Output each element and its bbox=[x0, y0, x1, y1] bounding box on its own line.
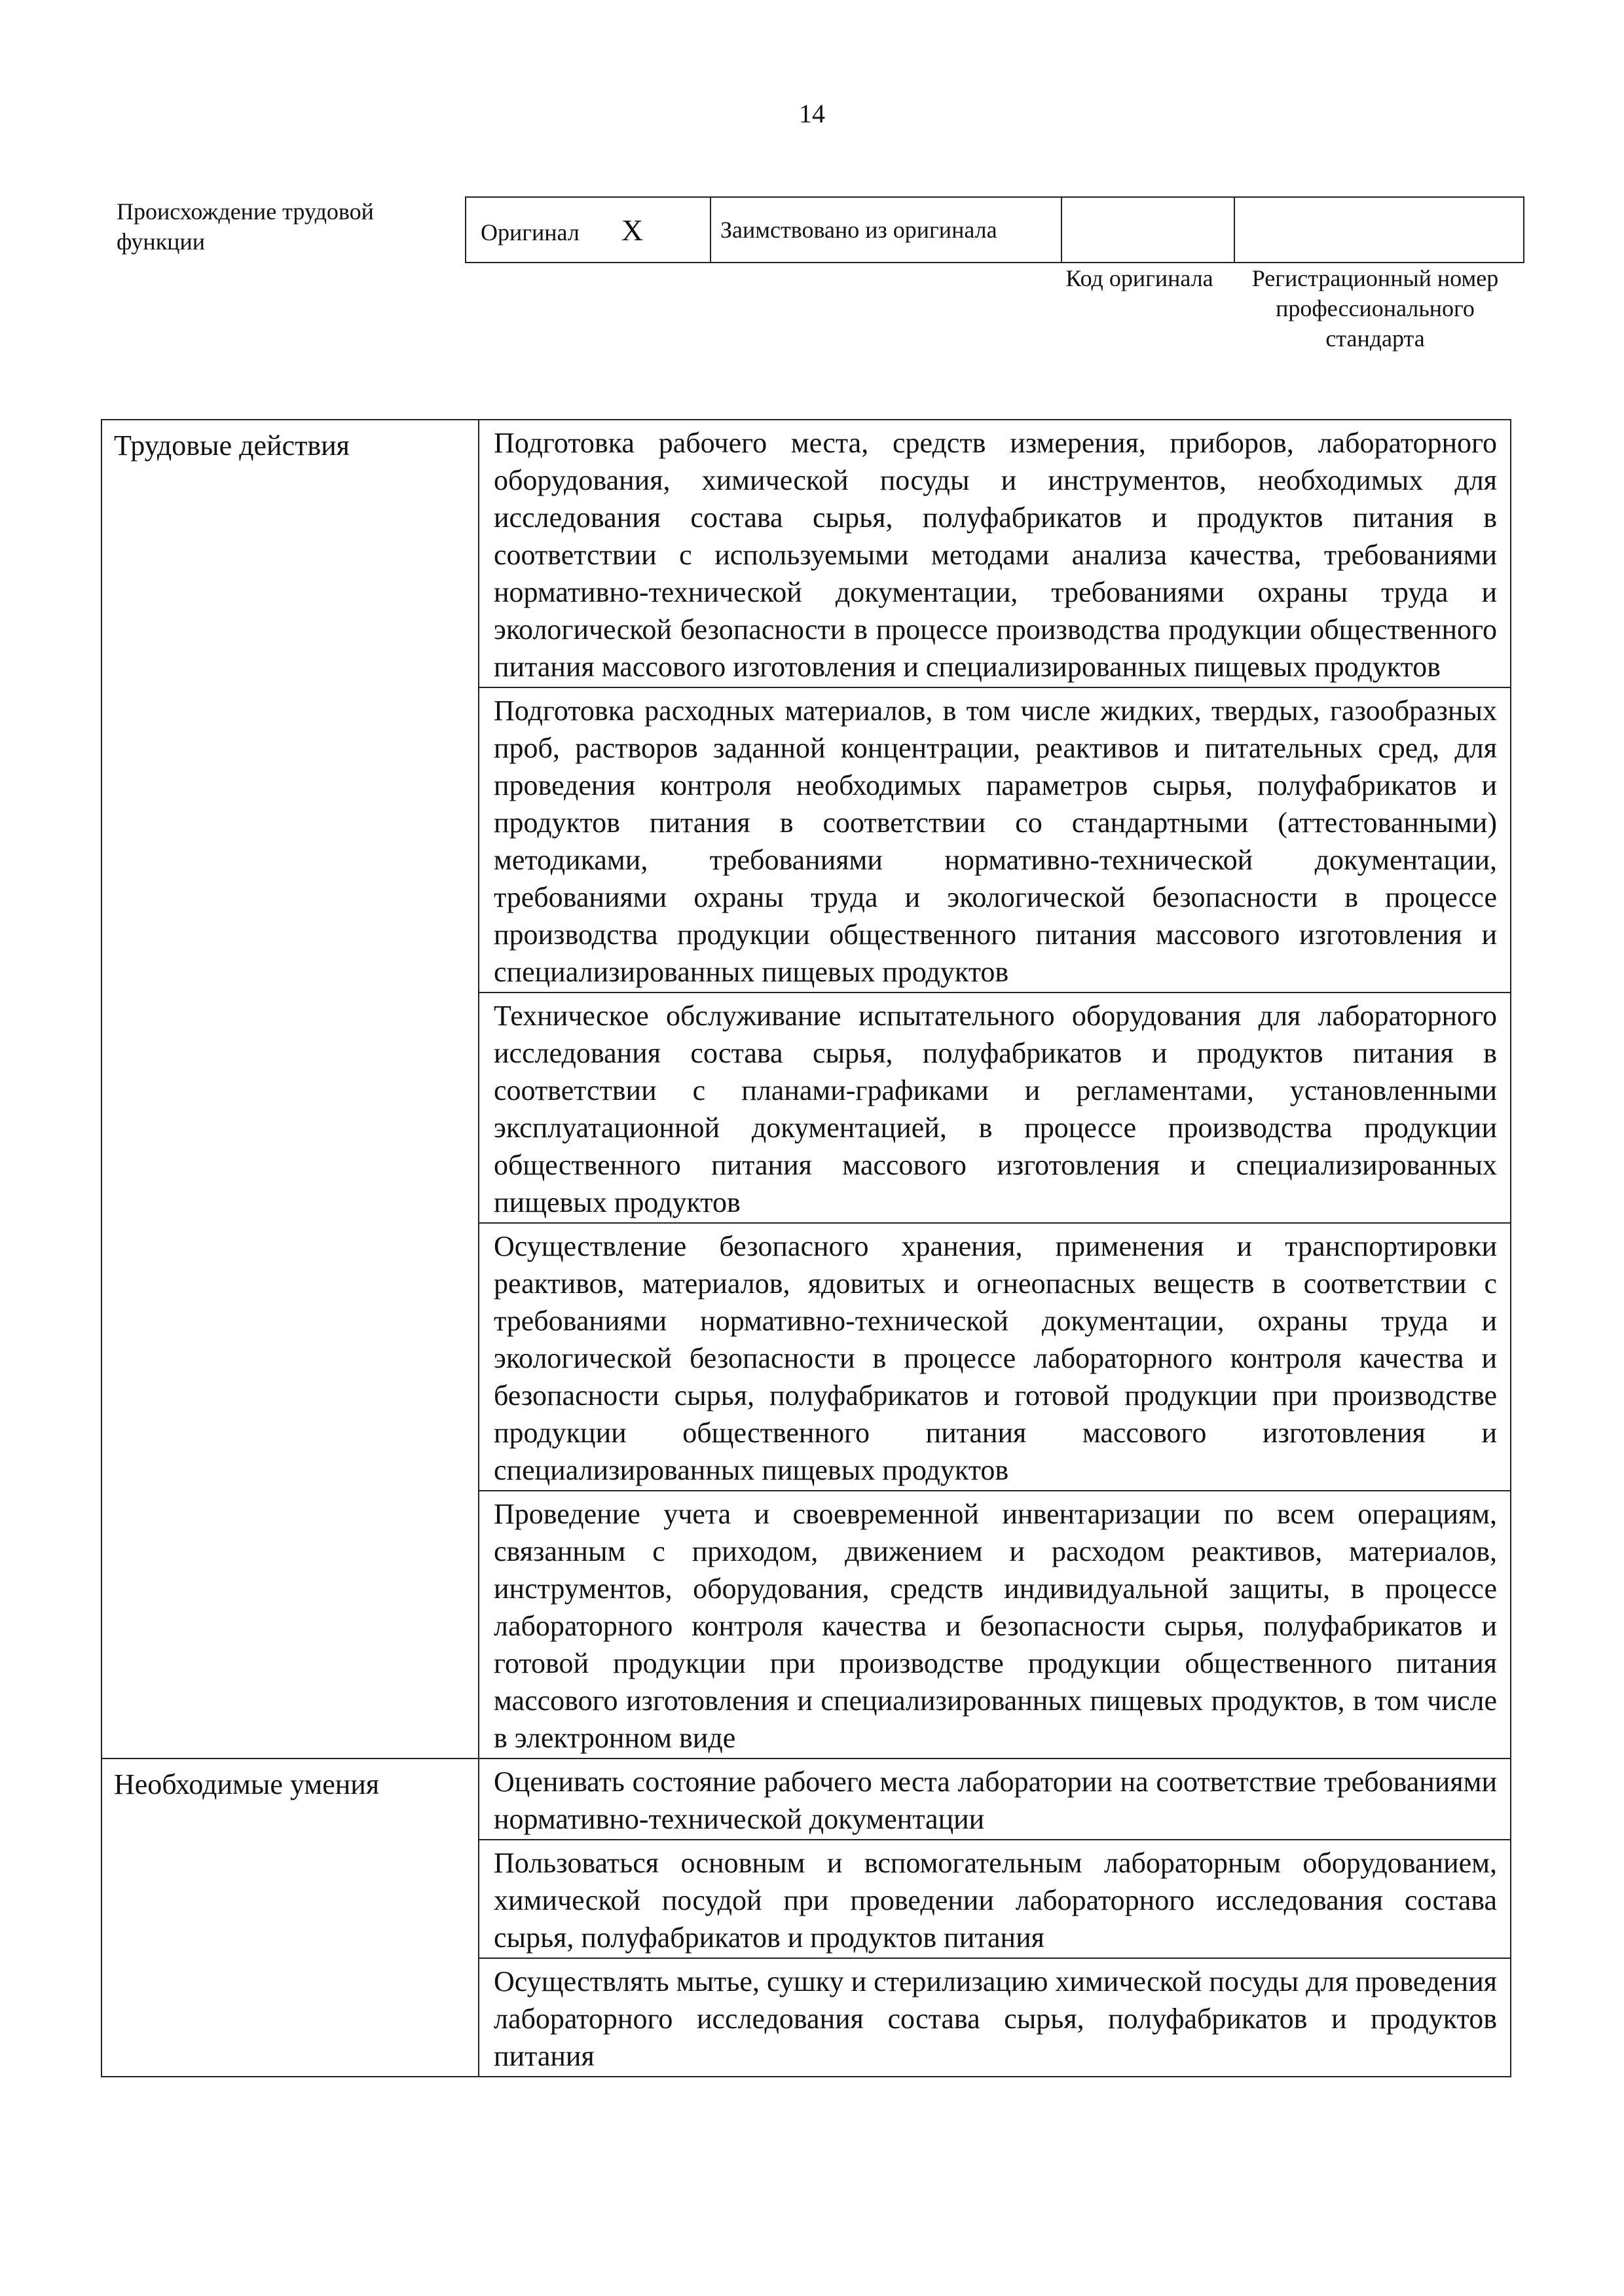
registration-number-cell bbox=[1234, 197, 1524, 263]
skill-item: Осуществлять мытье, сушку и стерилизацию химической посуды для проведения лабораторного исследования состава сырья, полуфабрикатов и продуктов питания bbox=[479, 1958, 1511, 2077]
origin-table bbox=[465, 196, 1524, 263]
labor-action-item: Подготовка расходных материалов, в том числе жидких, твердых, газообразных проб, растворов заданной концентрации, реактивов и питательных сред, для проведения контроля необходимых параметров сырья, полуфабрикатов и продуктов питания в соответствии со стандартными (аттестованными) методиками, требованиями нормативно-технической документации, требованиями охраны труда и экологической безопасности в процессе производства продукции общественного питания массового изготовления и специализированных пищевых продуктов bbox=[479, 687, 1511, 993]
original-cell bbox=[466, 197, 710, 263]
labor-function-table bbox=[101, 419, 1511, 2077]
skill-item: Пользоваться основным и вспомогательным лабораторным оборудованием, химической посудой при проведении лабораторного исследования состава сырья, полуфабрикатов и продуктов питания bbox=[479, 1840, 1511, 1958]
registration-caption: Регистрационный номер профессионального стандарта bbox=[1251, 265, 1499, 352]
labor-action-item: Осуществление безопасного хранения, применения и транспортировки реактивов, материалов, ядовитых и огнеопасных веществ в соответствии с требованиями нормативно-технической документации, охраны труда и экологической безопасности в процессе лабораторного контроля качества и безопасности сырья, полуфабрикатов и готовой продукции при производстве продукции общественного питания массового изготовления и специализированных пищевых продуктов bbox=[479, 1223, 1511, 1491]
original-mark: X bbox=[621, 213, 644, 247]
skill-item: Оценивать состояние рабочего места лаборатории на соответствие требованиями нормативно-технической документации bbox=[479, 1758, 1511, 1840]
section-title-required-skills: Необходимые умения bbox=[101, 1758, 479, 2077]
section-title-labor-actions: Трудовые действия bbox=[101, 420, 479, 1758]
table-row bbox=[101, 1758, 1511, 1840]
page-number: 14 bbox=[799, 99, 825, 128]
labor-action-item: Техническое обслуживание испытательного оборудования для лабораторного исследования состава сырья, полуфабрикатов и продуктов питания в соответствии с планами-графиками и регламентами, установленными эксплуатационной документацией, в процессе производства продукции общественного питания массового изготовления и специализированных пищевых продуктов bbox=[479, 993, 1511, 1223]
labor-action-item: Подготовка рабочего места, средств измерения, приборов, лабораторного оборудования, химической посуды и инструментов, необходимых для исследования состава сырья, полуфабрикатов и продуктов питания в соответствии с используемыми методами анализа качества, требованиями нормативно-технической документации, требованиями охраны труда и экологической безопасности в процессе производства продукции общественного питания массового изготовления и специализированных пищевых продуктов bbox=[479, 420, 1511, 687]
code-caption: Код оригинала bbox=[1065, 265, 1213, 291]
labor-action-item: Проведение учета и своевременной инвентаризации по всем операциям, связанным с приходом, движением и расходом реактивов, материалов, инструментов, оборудования, средств индивидуальной защиты, в процессе лабораторного контроля качества и безопасности сырья, полуфабрикатов и готовой продукции при производстве продукции общественного питания массового изготовления и специализированных пищевых продуктов, в том числе в электронном виде bbox=[479, 1491, 1511, 1758]
origin-label: Происхождение трудовой функции bbox=[117, 198, 374, 255]
original-code-cell bbox=[1061, 197, 1234, 263]
borrowed-label: Заимствовано из оригинала bbox=[710, 197, 1061, 263]
original-label: Оригинал bbox=[481, 219, 580, 246]
table-row bbox=[101, 420, 1511, 687]
